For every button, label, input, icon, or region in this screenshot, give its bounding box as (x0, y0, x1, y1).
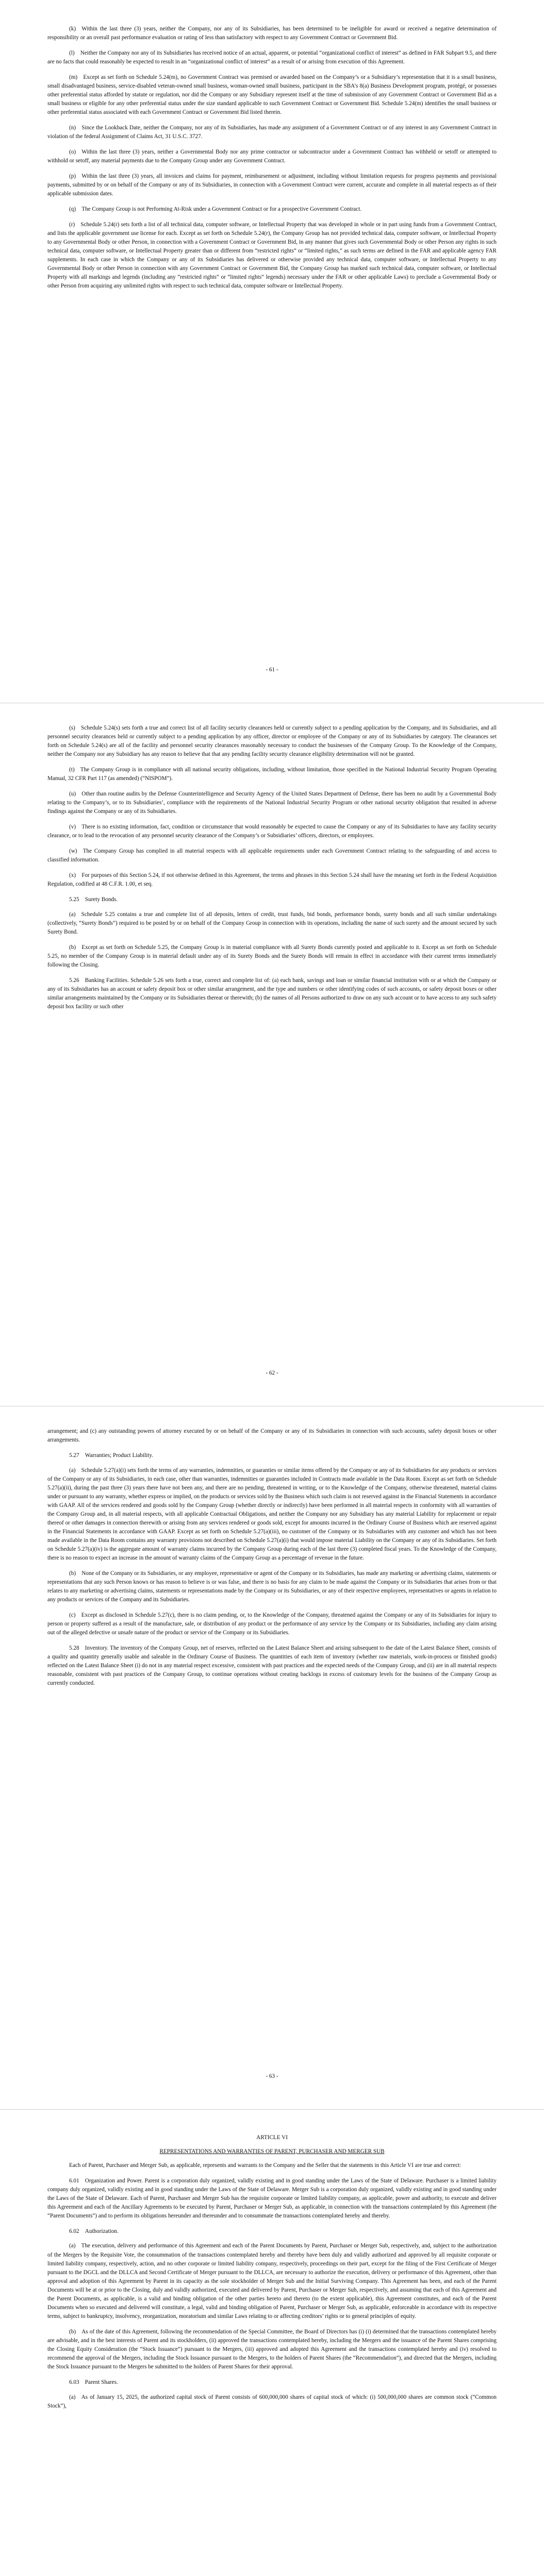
page-body (47, 21, 497, 662)
paragraph-5-26: 5.26 Banking Facilities. Schedule 5.26 sets forth a true, correct and complete list of: (a) each bank, savings and loan or similar financial institution with or at which the Company or any of its Subsidiaries has an account or safety deposit box or other similar arrangement, and the type and numbers or other identifying codes of such accounts, or safety deposit boxes or other similar arrangements maintained by the Company or its Subsidiaries thereat or therewith; (b) the names of all Persons authorized to draw on any such account or to have access to any such safety deposit box facility or such other (47, 977, 497, 1010)
page-number: - 61 - (266, 667, 278, 673)
page-63 (0, 1406, 544, 2110)
paragraph-5-24-u: (u) Other than routine audits by the Defense Counterintelligence and Security Agency of the United States Department of Defense, there has been no audit by a Governmental Body relating to the Company’s, or to its Subsidiaries’, compliance with the requirements of the National Industrial Security Program or other national security obligation that resulted in adverse findings against the Company or any of its Subsidiaries. (47, 791, 497, 815)
paragraph-6-01: 6.01 Organization and Power. Parent is a corporation duly organized, validly existing and in good standing under the Laws of the State of Delaware. Purchaser is a limited liability company duly organized, validly existing and in good standing under the Laws of the State of Delaware. Merger Sub is a corporation duly organized, validly existing and in good standing under the Laws of the State of Delaware. Each of Parent, Purchaser and Merger Sub has the requisite corporate or limited liability company, as applicable, power and authority, to execute and deliver this Agreement and each of the Ancillary Agreements to be executed by Parent, Purchaser or Merger Sub, as applicable, in connection with the transactions contemplated by this Agreement (the “Parent Documents”) and to perform its obligations hereunder and thereunder and to consummate the transactions contemplated hereby and thereby. (47, 2177, 497, 2219)
paragraph-6-03-a: (a) As of January 15, 2025, the authorized capital stock of Parent consists of 600,000,000 shares of capital stock of which: (i) 500,000,000 shares are common stock (“Common Stock”), (47, 2394, 497, 2409)
paragraph-5-24-r: (r) Schedule 5.24(r) sets forth a list of all technical data, computer software, or Intellectual Property that was developed in whole or in part using funds from a Government Contract, and lists the applicable government use license for each. Except as set forth on Schedule 5.24(r), the Company Group has not provided technical data, computer software, or Intellectual Property to any Governmental Body or other Person, in connection with a Government Contract or Government Bid, in any manner that gives such Governmental Body or other Person any rights in such technical data, computer software, or Intellectual Property greater than or different from “restricted rights” or “limited rights,” as such terms are defined in the FAR and applicable agency FAR supplements. In each case in which the Company or any of its Subsidiaries has delivered or otherwise provided any technical data, computer software, or Intellectual Property to any Governmental Body or other Person in connection with any Government Contract or Government Bid, the Company Group has marked such technical data, computer software, or Intellectual Property with all markings and legends (including any “restricted rights” or “limited rights” legends) necessary under the FAR or other applicable Laws) to preclude a Governmental Body or other Person from acquiring any unlimited rights with respect to such technical data, computer software or Intellectual Property. (47, 222, 497, 290)
paragraph-5-24-q: (q) The Company Group is not Performing At-Risk under a Government Contract or for a prospective Government Contract. (69, 206, 362, 213)
page-body (47, 724, 497, 1365)
paragraph-5-28: 5.28 Inventory. The inventory of the Company Group, net of reserves, reflected on the Latest Balance Sheet and arising subsequent to the date of the Latest Balance Sheet, consists of a quality and quantity generally usable and saleable in the Ordinary Course of Business. The quantities of each item of inventory (whether raw materials, work-in-process or finished goods) reflected on the Latest Balance Sheet (i) do not in any material respect excessive, consistent with past practices and the expected needs of the Company Group, and (ii) are in all material respects reasonable, consistent with past practices of the Company Group, to continue operations without creating backlogs in excess of customary levels for the business of the Company Group as currently conducted. (47, 1645, 497, 1687)
section-heading-5-25: 5.25 Surety Bonds. (69, 896, 118, 903)
page-number: - 62 - (266, 1370, 278, 1376)
page-64 (0, 2110, 544, 2576)
article-title: ARTICLE VI (256, 2134, 288, 2141)
section-heading-5-27: 5.27 Warranties; Product Liability. (69, 1452, 154, 1459)
paragraph-5-24-o: (o) Within the last three (3) years, neither a Governmental Body nor any prime contractor or subcontractor under a Government Contract has withheld or setoff or attempted to withhold or setoff, any material payments due to the Company Group under any Government Contract. (47, 149, 497, 164)
paragraph-article-intro: Each of Parent, Purchaser and Merger Sub, as applicable, represents and warrants to the Company and the Seller that the statements in this Article VI are true and correct: (69, 2162, 461, 2168)
paragraph-5-24-t: (t) The Company Group is in compliance with all national security obligations, including, without limitation, those specified in the National Industrial Security Program Operating Manual, 32 CFR Part 117 (as amended) (“NISPOM”). (47, 767, 497, 782)
page-62 (0, 703, 544, 1406)
paragraph-5-24-l: (l) Neither the Company nor any of its Subsidiaries has received notice of an actual, apparent, or potential “organizational conflict of interest” as defined in FAR Subpart 9.5, and there are no facts that could reasonably be expected to result in an “organizational conflict of interest” as a result of or arising from execution of this Agreement. (47, 50, 497, 65)
page-number: - 63 - (266, 2073, 278, 2079)
paragraph-5-24-m: (m) Except as set forth on Schedule 5.24(m), no Government Contract was premised or awarded based on the Company’s or a Subsidiary’s representation that it is a small business, small disadvantaged business, service-disabled veteran-owned small business, woman-owned small business, participant in the SBA’s 8(a) Business Development program, protégé, or possesses other preferential status afforded by statute or regulation, nor did the Company or any Subsidiary represent itself at the time of submission of any Government Contract or Government Bid as a small business or eligible for any other preferential status under the size standard applicable to such Government Contract or Government Bid. Schedule 5.24(m) identifies the small business or other preferential status associated with each Government Contract or Government Bid listed therein. (47, 74, 497, 116)
section-heading-6-02: 6.02 Authorization. (69, 2228, 119, 2234)
paragraph-5-24-n: (n) Since the Lookback Date, neither the Company, nor any of its Subsidiaries, has made any assignment of a Government Contract or of any interest in any Government Contract in violation of the federal Assignment of Claims Act, 31 U.S.C. 3727. (47, 125, 497, 140)
page-body (47, 1427, 497, 2069)
article-heading: REPRESENTATIONS AND WARRANTIES OF PARENT, PURCHASER AND MERGER SUB (159, 2148, 385, 2155)
paragraph-5-27-a: (a) Schedule 5.27(a)(i) sets forth the terms of any warranties, indemnities, or guaranties or similar items offered by the Company or any of its Subsidiaries for any products or services of the Company or any of its Subsidiaries, in each case, other than warranties, indemnities or guaranties included in Contracts made available in the Data Room. Except as set forth on Schedule 5.27(a)(ii), during the past three (3) years there have not been any, and there are no pending, threatened in writing, or to the Knowledge of the Company, otherwise threatened, material claims under or pursuant to any warranty, whether express or implied, on the products or services sold by the Business which such claim is not reserved against in the Financial Statements in accordance with GAAP. All of the services rendered and goods sold by the Company Group (whether directly or indirectly) have been performed in all material respects in conformity with all warranties of the Company Group and, in all material respects, with all applicable Contractual Obligations, and neither the Company nor any Subsidiary has any material Liability for replacement or repair thereof or other damages in connection therewith or arising from any services rendered or goods sold, except for amounts incurred in the Ordinary Course of Business which are reserved against in the Financial Statements in accordance with GAAP. Except as set forth on Schedule 5.27(a)(iii), no customer of the Company or its Subsidiaries with any customer and which has not been made available in the Data Room contains any warranty provisions not described on Schedule 5.27(a)(i) that would impose material Liability on the Company or any of its Subsidiaries. Set forth on Schedule 5.27(a)(iv) is the aggregate amount of warranty claims incurred by the Company Group during each of the last three (3) completed fiscal years. To the Knowledge of the Company, there is no reason to expect an increase in the amount of warranty claims of the Company Group as a percentage of revenue in the future. (47, 1467, 497, 1561)
paragraph-continuation: arrangement; and (c) any outstanding powers of attorney executed by or on behalf of the Company or any of its Subsidiaries in connection with such accounts, safety deposit boxes or other arrangements. (47, 1428, 497, 1444)
paragraph-6-02-b: (b) As of the date of this Agreement, following the recommendation of the Special Committee, the Board of Directors has (i) (i) determined that the transactions contemplated hereby are advisable, and in the best interests of Parent and its stockholders, (ii) approved the transactions contemplated hereby, including the Mergers and the issuance of the Parent Shares comprising the Closing Equity Consideration (the “Stock Issuance”) pursuant to the Mergers, (iii) approved and adopted this Agreement and the transactions contemplated hereby and (iv) resolved to recommend the approval of the Mergers, including the Stock Issuance pursuant to the Mergers, to the holders of Parent Shares (the “Recommendation”), and directed that the Mergers, including the Stock Issuance pursuant to the Mergers be submitted to the holders of Parent Shares for their approval. (47, 2328, 497, 2370)
paragraph-5-24-v: (v) There is no existing information, fact, condition or circumstance that would reasonably be expected to cause the Company or any of its Subsidiaries to have any facility security clearance, or to lead to the revocation of any personnel security clearance of the Company’s or Subsidiaries’ officers, directors, or employees. (47, 824, 497, 839)
paragraph-5-25-a: (a) Schedule 5.25 contains a true and complete list of all deposits, letters of credit, trust funds, bid bonds, performance bonds, surety bonds and all such similar undertakings (collectively, “Surety Bonds”) required to be posted by or on behalf of the Company Group in connection with its operations, including the name of such surety and the amount secured by such Surety Bond. (47, 911, 497, 936)
paragraph-5-24-x: (x) For purposes of this Section 5.24, if not otherwise defined in this Agreement, the terms and phrases in this Section 5.24 shall have the meaning set forth in the Federal Acquisition Regulation, codified at 48 C.F.R. 1.00, et seq. (47, 872, 497, 888)
paragraph-5-27-b: (b) None of the Company or its Subsidiaries, or any employee, representative or agent of the Company or its Subsidiaries, has made any marketing or advertising claims, statements or representations that any such Person knows or has reason to believe is or was false, and there is no basis for any claim to be made against the Company or its Subsidiaries that arises from or that relates to any marketing or advertising claims, statements or representations made by the Company or its Subsidiaries, or any of their respective employees, representatives or agents in relation to any products or services of the Company and its Subsidiaries. (47, 1570, 497, 1603)
paragraph-6-02-a: (a) The execution, delivery and performance of this Agreement and each of the Parent Documents by Parent, Purchaser or Merger Sub, respectively, and, subject to the authorization of the Mergers by the Requisite Vote, the consummation of the transactions contemplated hereby and thereby have been duly and validly authorized and approved by all requisite corporate or limited liability company, respectively, action, and no other corporate or limited liability company, respectively, proceedings on their part, except for the filing of the First Certificate of Merger pursuant to the DGCL and the DLLCA and Second Certificate of Merger pursuant to the DLLCA, are necessary to authorize the execution, delivery or performance of this Agreement, other than approval and adoption of this Agreement by Parent in its capacity as the sole stockholder of Merger Sub and the Initial Surviving Company. This Agreement has been, and each of the Parent Documents will be at or prior to the Closing, duly and validly authorized, executed and delivered by Parent, Purchaser or Merger Sub, respectively, and assuming that each of this Agreement and the Parent Documents, as applicable, is a valid and binding obligation of the other parties hereto and thereto (to the extent applicable), this Agreement constitutes, and each of the Parent Documents when so executed and delivered will constitute, a legal, valid and binding obligation of Parent, Purchaser or Merger Sub, as applicable, enforceable in accordance with its respective terms, subject to bankruptcy, insolvency, reorganization, moratorium and similar Laws relating to or affecting creditors’ rights or to general principles of equity. (47, 2243, 497, 2319)
page-body (47, 2130, 497, 2576)
paragraph-5-27-c: (c) Except as disclosed in Schedule 5.27(c), there is no claim pending, or, to the Knowledge of the Company, threatened against the Company or any of its Subsidiaries for injury to person or property suffered as a result of the manufacture, sale, or distribution of any product or the performance of any service by the Company or its Subsidiaries, including any claim arising out of the alleged defective or unsafe nature of the product or service of the Company or its Subsidiaries. (47, 1612, 497, 1636)
paragraph-5-24-p: (p) Within the last three (3) years, all invoices and claims for payment, reimbursement or adjustment, including without limitation requests for progress payments and provisional payments, submitted by or on behalf of the Company or any of its Subsidiaries, in connection with a Government Contract were current, accurate and complete in all material respects as of their applicable submission dates. (47, 173, 497, 197)
section-heading-6-03: 6.03 Parent Shares. (69, 2379, 118, 2385)
paragraph-5-25-b: (b) Except as set forth on Schedule 5.25, the Company Group is in material compliance with all Surety Bonds currently posted and applicable to it. Except as set forth on Schedule 5.25, no member of the Company Group is in material default under any of its Surety Bonds and the Surety Bonds will remain in effect in accordance with their current terms immediately following the Closing. (47, 944, 497, 969)
page-61 (0, 0, 544, 703)
paragraph-5-24-k: (k) Within the last three (3) years, neither the Company, nor any of its Subsidiaries, has been determined to be ineligible for award or received a negative determination of responsibility or an overall past performance evaluation or rating of less than satisfactory with respect to any Government Contract or Government Bid. (47, 26, 497, 41)
paragraph-5-24-w: (w) The Company Group has complied in all material respects with all applicable requirements under each Government Contract relating to the safeguarding of and access to classified information. (47, 848, 497, 863)
paragraph-5-24-s: (s) Schedule 5.24(s) sets forth a true and correct list of all facility security clearances held or currently subject to a pending application by the Company, and its Subsidiaries, and all personnel security clearances held or currently subject to a pending application by any officer, director or employee of the Company or any of its Subsidiaries by category. The clearances set forth on Schedule 5.24(s) are all of the facility and personnel security clearances reasonably necessary to conduct the businesses of the Company Group. To the Knowledge of the Company, neither the Company nor any Subsidiary has any reason to believe that that any pending facility security clearance eligibility determination will not be granted. (47, 725, 497, 758)
